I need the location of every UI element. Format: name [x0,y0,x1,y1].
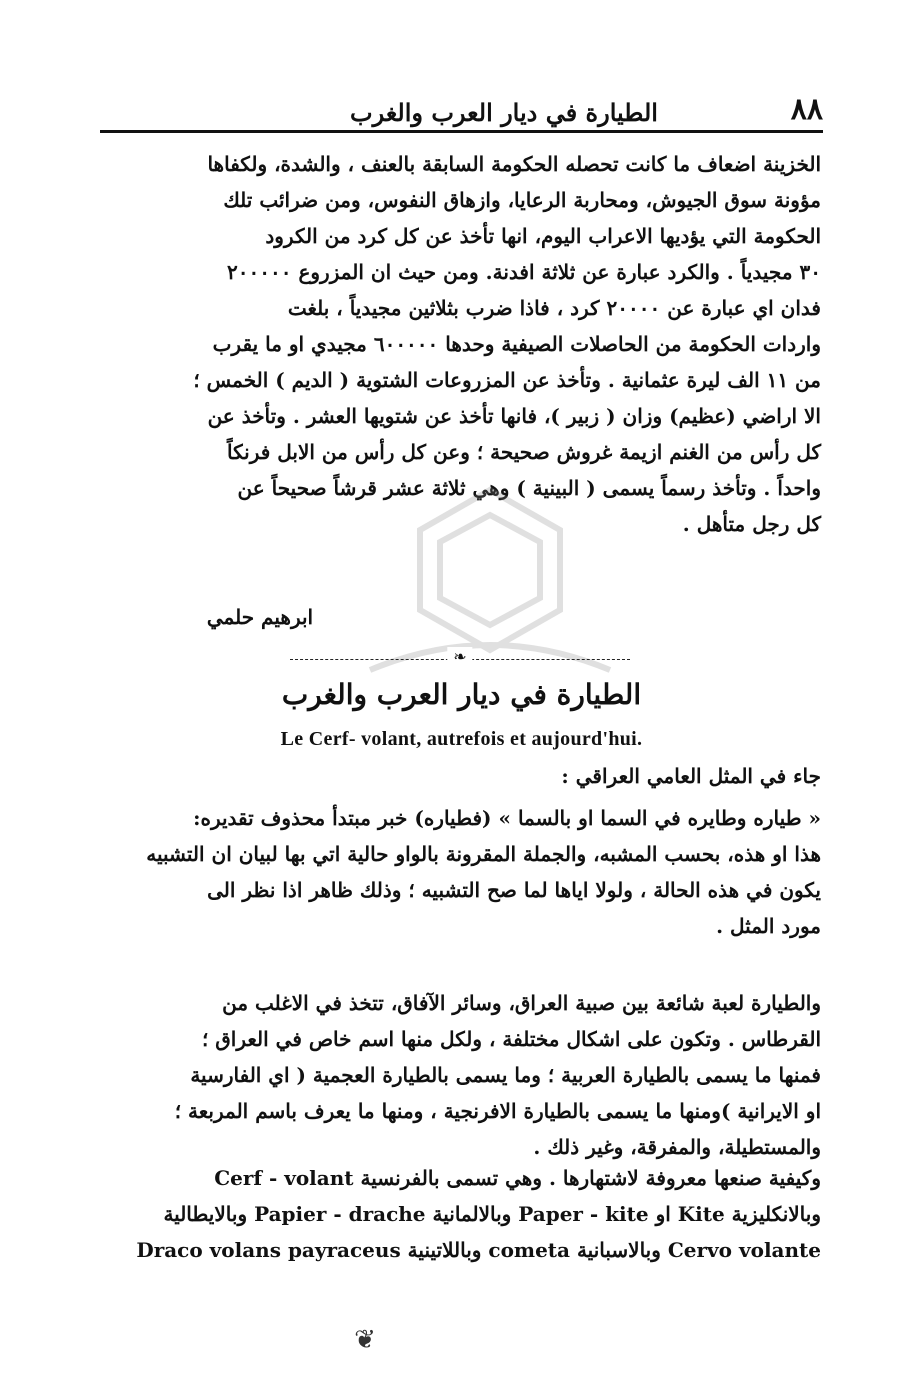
divider-ornament-icon: ❧ [447,647,472,666]
text-line: كل رأس من الغنم ازيمة غروش صحيحة ؛ وعن كل رأس من الابل فرنكاً [227,440,821,464]
text-line: والطيارة لعبة شائعة بين صبية العراق، وسائر الآفاق، تتخذ في الاغلب من [222,991,821,1015]
author-signature: ابرهيم حلمي [206,605,314,629]
text-line: مؤونة سوق الجيوش، ومحاربة الرعايا، وازهاق النفوس، ومن ضرائب تلك [223,188,821,212]
article-latin-subtitle: Le Cerf- volant, autrefois et aujourd'hui. [280,728,643,750]
text-line: مورد المثل . [716,914,821,938]
text-line: واحداً . وتأخذ رسماً يسمى ( البينية ) وهي ثلاثة عشر قرشاً صحيحاً عن [237,476,821,500]
text-line: ٣٠ مجيدياً . والكرد عبارة عن ثلاثة افدنة. ومن حيث ان المزروع ٢٠٠٠٠٠ [227,260,821,284]
header-rule [100,130,823,133]
body-block-kite-types [96,985,821,1165]
text-line: وكيفية صنعها معروفة لاشتهارها . وهي تسمى بالفرنسية Cerf - volant [214,1166,821,1190]
text-line: الخزينة اضعاف ما كانت تحصله الحكومة السابقة بالعنف ، والشدة، ولكفاها [207,152,821,176]
text-line: هذا او هذه، بحسب المشبه، والجملة المقرونة بالواو حالية اتي بها لبيان ان التشبيه [146,842,821,866]
text-line: « طياره وطايره في السما او بالسما » (فطياره) خبر مبتدأ محذوف تقديره: [193,806,821,830]
running-title: الطيارة في ديار العرب والغرب [350,98,658,127]
text-line: الحكومة التي يؤديها الاعراب اليوم، انها تأخذ عن كل كرد من الكرود [265,224,821,248]
proverb-intro: جاء في المثل العامي العراقي : [561,764,821,788]
text-line: من ١١ الف ليرة عثمانية . وتأخذ عن المزروعات الشتوية ( الديم ) الخمس ؛ [193,368,821,392]
text-line: Cervo volante وبالاسبانية cometa وباللاتينية Draco volans payraceus [136,1238,821,1262]
section-divider [290,647,630,666]
text-line: وبالانكليزية Kite او Paper - kite وبالالمانية Papier - drache وبالايطالية [163,1202,821,1226]
text-line: فمنها ما يسمى بالطيارة العربية ؛ وما يسمى بالطيارة العجمية ( اي الفارسية [190,1063,821,1087]
running-header [100,85,823,127]
article-title: الطيارة في ديار العرب والغرب [281,678,642,711]
text-line: والمستطيلة، والمفرقة، وغير ذلك . [533,1135,821,1159]
text-line: القرطاس . وتكون على اشكال مختلفة ، ولكل منها اسم خاص في العراق ؛ [201,1027,821,1051]
text-line: الا اراضي (عظيم) وزان ( زبير )، فانها تأخذ عن شتويها العشر . وتأخذ عن [207,404,821,428]
text-line: او الايرانية )ومنها ما يسمى بالطيارة الافرنجية ، ومنها ما يعرف باسم المربعة ؛ [174,1099,821,1123]
body-block-kite-names [96,1160,821,1268]
foot-ornament-icon: ❦ [354,1325,376,1355]
text-line: كل رجل متأهل . [682,512,821,536]
page-number: ٨٨ [790,92,823,127]
text-line: يكون في هذه الحالة ، ولولا اياها لما صح التشبيه ؛ وذلك ظاهر اذا نظر الى [207,878,821,902]
text-line: واردات الحكومة من الحاصلات الصيفية وحدها ٦٠٠٠٠٠ مجيدي او ما يقرب [212,332,821,356]
body-block-proverb [96,800,821,944]
text-line: فدان اي عبارة عن ٢٠٠٠٠ كرد ، فاذا ضرب بثلاثين مجيدياً ، بلغت [287,296,821,320]
